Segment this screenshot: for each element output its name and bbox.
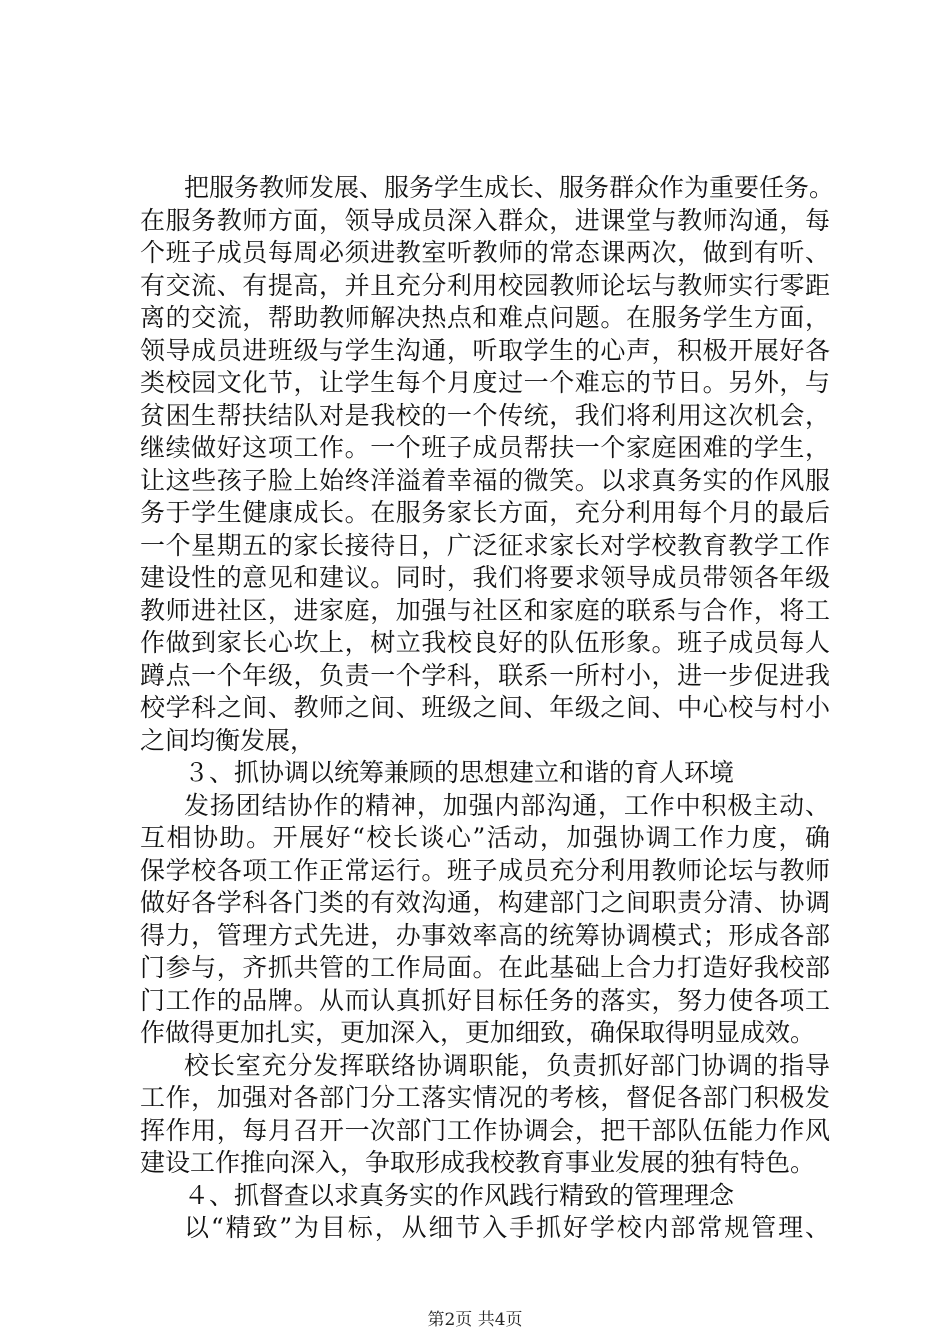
text-line: 一个星期五的家长接待日，广泛征求家长对学校教育教学工作 [140,530,830,560]
text-line: 务于学生健康成长。在服务家长方面，充分利用每个月的最后 [140,498,830,527]
text-line: 离的交流，帮助教师解决热点和难点问题。在服务学生方面， [140,303,830,332]
document-body [140,172,835,1245]
text-line: 把服务教师发展、服务学生成长、服务群众作为重要任务。 [184,173,835,202]
text-line: 继续做好这项工作。一个班子成员帮扶一个家庭困难的学生， [140,433,830,462]
text-line: ３、抓协调以统筹兼顾的思想建立和谐的育人环境 [184,758,735,787]
text-line: 在服务教师方面，领导成员深入群众，进课堂与教师沟通，每 [140,205,830,235]
text-line: 门工作的品牌。从而认真抓好目标任务的落实，努力使各项工 [140,985,830,1015]
page-footer: 第2页 共4页 [427,1310,523,1330]
text-line: 让这些孩子脸上始终洋溢着幸福的微笑。以求真务实的作风服 [140,465,830,495]
text-line: 门参与，齐抓共管的工作局面。在此基础上合力打造好我校部 [140,953,830,982]
text-line: 领导成员进班级与学生沟通，听取学生的心声，积极开展好各 [140,335,830,365]
text-line: 贫困生帮扶结队对是我校的一个传统，我们将利用这次机会， [140,400,830,430]
text-line: 蹲点一个年级，负责一个学科，联系一所村小，进一步促进我 [140,660,830,690]
text-line: 互相协助。开展好“校长谈心”活动，加强协调工作力度，确 [140,823,830,852]
text-line: 有交流、有提高，并且充分利用校园教师论坛与教师实行零距 [140,270,830,300]
text-line: 工作，加强对各部门分工落实情况的考核，督促各部门积极发 [140,1083,830,1112]
text-line: 建设工作推向深入，争取形成我校教育事业发展的独有特色。 [140,1148,816,1177]
text-line: ４、抓督查以求真务实的作风践行精致的管理理念 [184,1180,735,1210]
text-line: 之间均衡发展， [140,725,316,755]
text-line: 个班子成员每周必须进教室听教师的常态课两次，做到有听、 [140,238,830,267]
text-line: 保学校各项工作正常运行。班子成员充分利用教师论坛与教师 [140,855,830,885]
text-line: 做好各学科各门类的有效沟通，构建部门之间职责分清、协调 [140,888,830,917]
text-line: 得力，管理方式先进，办事效率高的统筹协调模式；形成各部 [140,920,830,950]
text-line: 挥作用，每月召开一次部门工作协调会，把干部队伍能力作风 [140,1115,830,1145]
text-line: 校学科之间、教师之间、班级之间、年级之间、中心校与村小 [140,693,830,722]
text-line: 类校园文化节，让学生每个月度过一个难忘的节日。另外，与 [140,368,830,397]
text-line: 作做得更加扎实，更加深入，更加细致，确保取得明显成效。 [140,1018,816,1047]
text-line: 建设性的意见和建议。同时，我们将要求领导成员带领各年级 [140,563,830,592]
text-line: 教师进社区，进家庭，加强与社区和家庭的联系与合作，将工 [140,595,830,625]
text-line: 作做到家长心坎上，树立我校良好的队伍形象。班子成员每人 [140,628,830,657]
text-line: 以“精致”为目标，从细节入手抓好学校内部常规管理、 [184,1213,830,1242]
text-line: 发扬团结协作的精神，加强内部沟通，工作中积极主动、 [184,790,830,820]
text-line: 校长室充分发挥联络协调职能，负责抓好部门协调的指导 [184,1050,830,1080]
